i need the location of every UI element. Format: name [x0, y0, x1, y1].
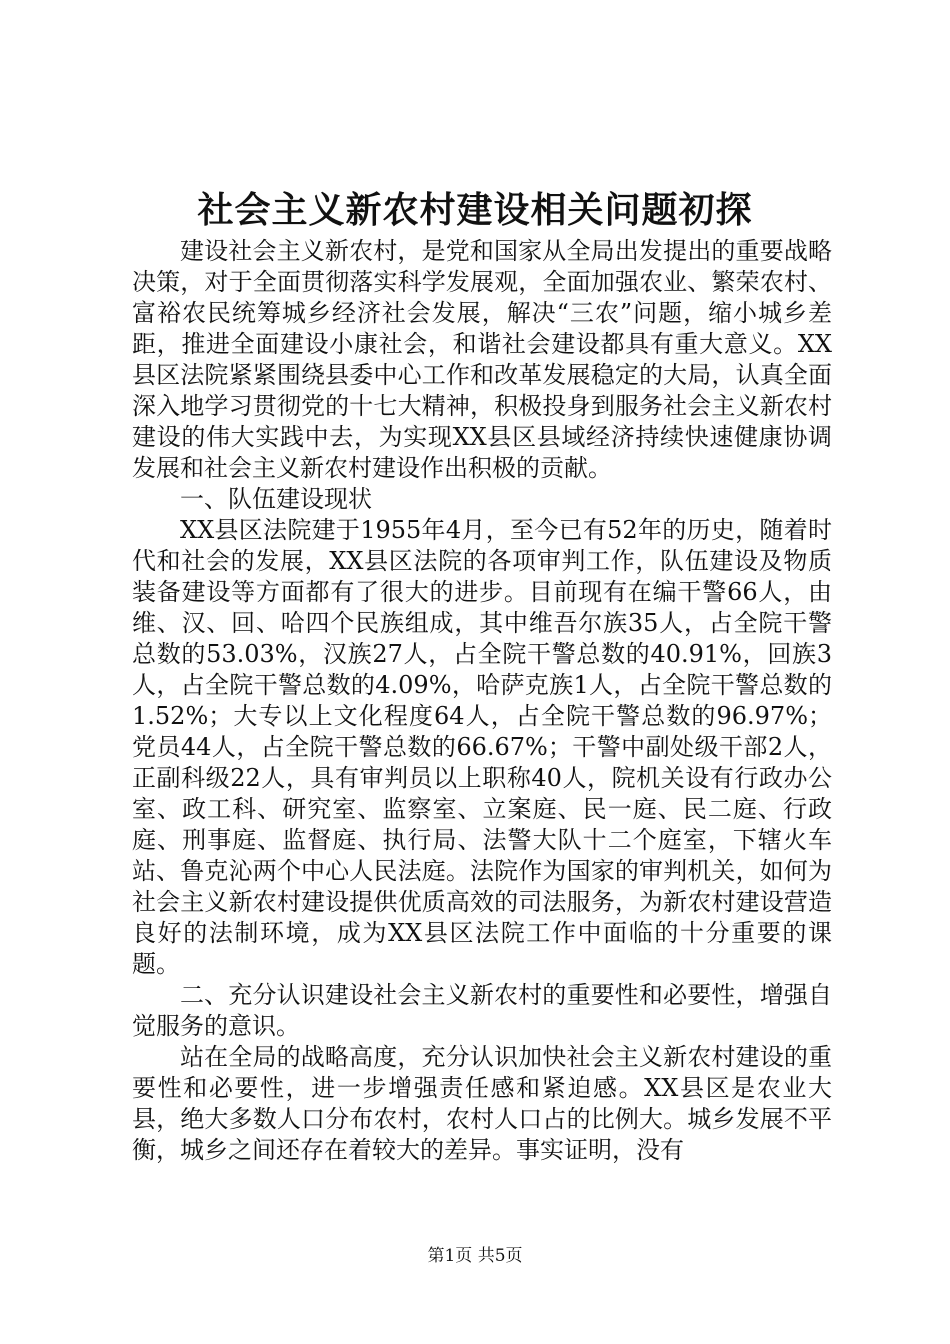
document-title: 社会主义新农村建设相关问题初探: [197, 189, 753, 231]
section-heading-2: 二、充分认识建设社会主义新农村的重要性和必要性，增强自觉服务的意识。: [132, 981, 832, 1040]
paragraph-intro: 建设社会主义新农村，是党和国家从全局出发提出的重要战略决策，对于全面贯彻落实科学发展观，全面加强农业、繁荣农村、富裕农民统筹城乡经济社会发展，解决“三农”问题，缩小城乡差距，推进全面建设小康社会，和谐社会建设都具有重大意义。XX县区法院紧紧围绕县委中心工作和改革发展稳定的大局，认真全面深入地学习贯彻党的十七大精神，积极投身到服务社会主义新农村建设的伟大实践中去，为实现XX县区县域经济持续快速健康协调发展和社会主义新农村建设作出积极的贡献。: [132, 237, 832, 482]
section-heading-1: 一、队伍建设现状: [180, 485, 372, 513]
document-body: [132, 236, 832, 1166]
page-number-footer: 第1页 共5页: [427, 1246, 523, 1266]
paragraph-team-status: XX县区法院建于1955年4月，至今已有52年的历史，随着时代和社会的发展，XX县区法院的各项审判工作，队伍建设及物质装备建设等方面都有了很大的进步。目前现有在编干警66人，由维、汉、回、哈四个民族组成，其中维吾尔族35人，占全院干警总数的53.03%，汉族27人，占全院干警总数的40.91%，回族3人，占全院干警总数的4.09%，哈萨克族1人，占全院干警总数的1.52%；大专以上文化程度64人，占全院干警总数的96.97%；党员44人，占全院干警总数的66.67%；干警中副处级干部2人，正副科级22人，具有审判员以上职称40人，院机关设有行政办公室、政工科、研究室、监察室、立案庭、民一庭、民二庭、行政庭、刑事庭、监督庭、执行局、法警大队十二个庭室，下辖火车站、鲁克沁两个中心人民法庭。法院作为国家的审判机关，如何为社会主义新农村建设提供优质高效的司法服务，为新农村建设营造良好的法制环境，成为XX县区法院工作中面临的十分重要的课题。: [132, 516, 832, 978]
paragraph-importance: 站在全局的战略高度，充分认识加快社会主义新农村建设的重要性和必要性，进一步增强责任感和紧迫感。XX县区是农业大县，绝大多数人口分布农村，农村人口占的比例大。城乡发展不平衡，城乡之间还存在着较大的差异。事实证明，没有: [132, 1043, 832, 1164]
